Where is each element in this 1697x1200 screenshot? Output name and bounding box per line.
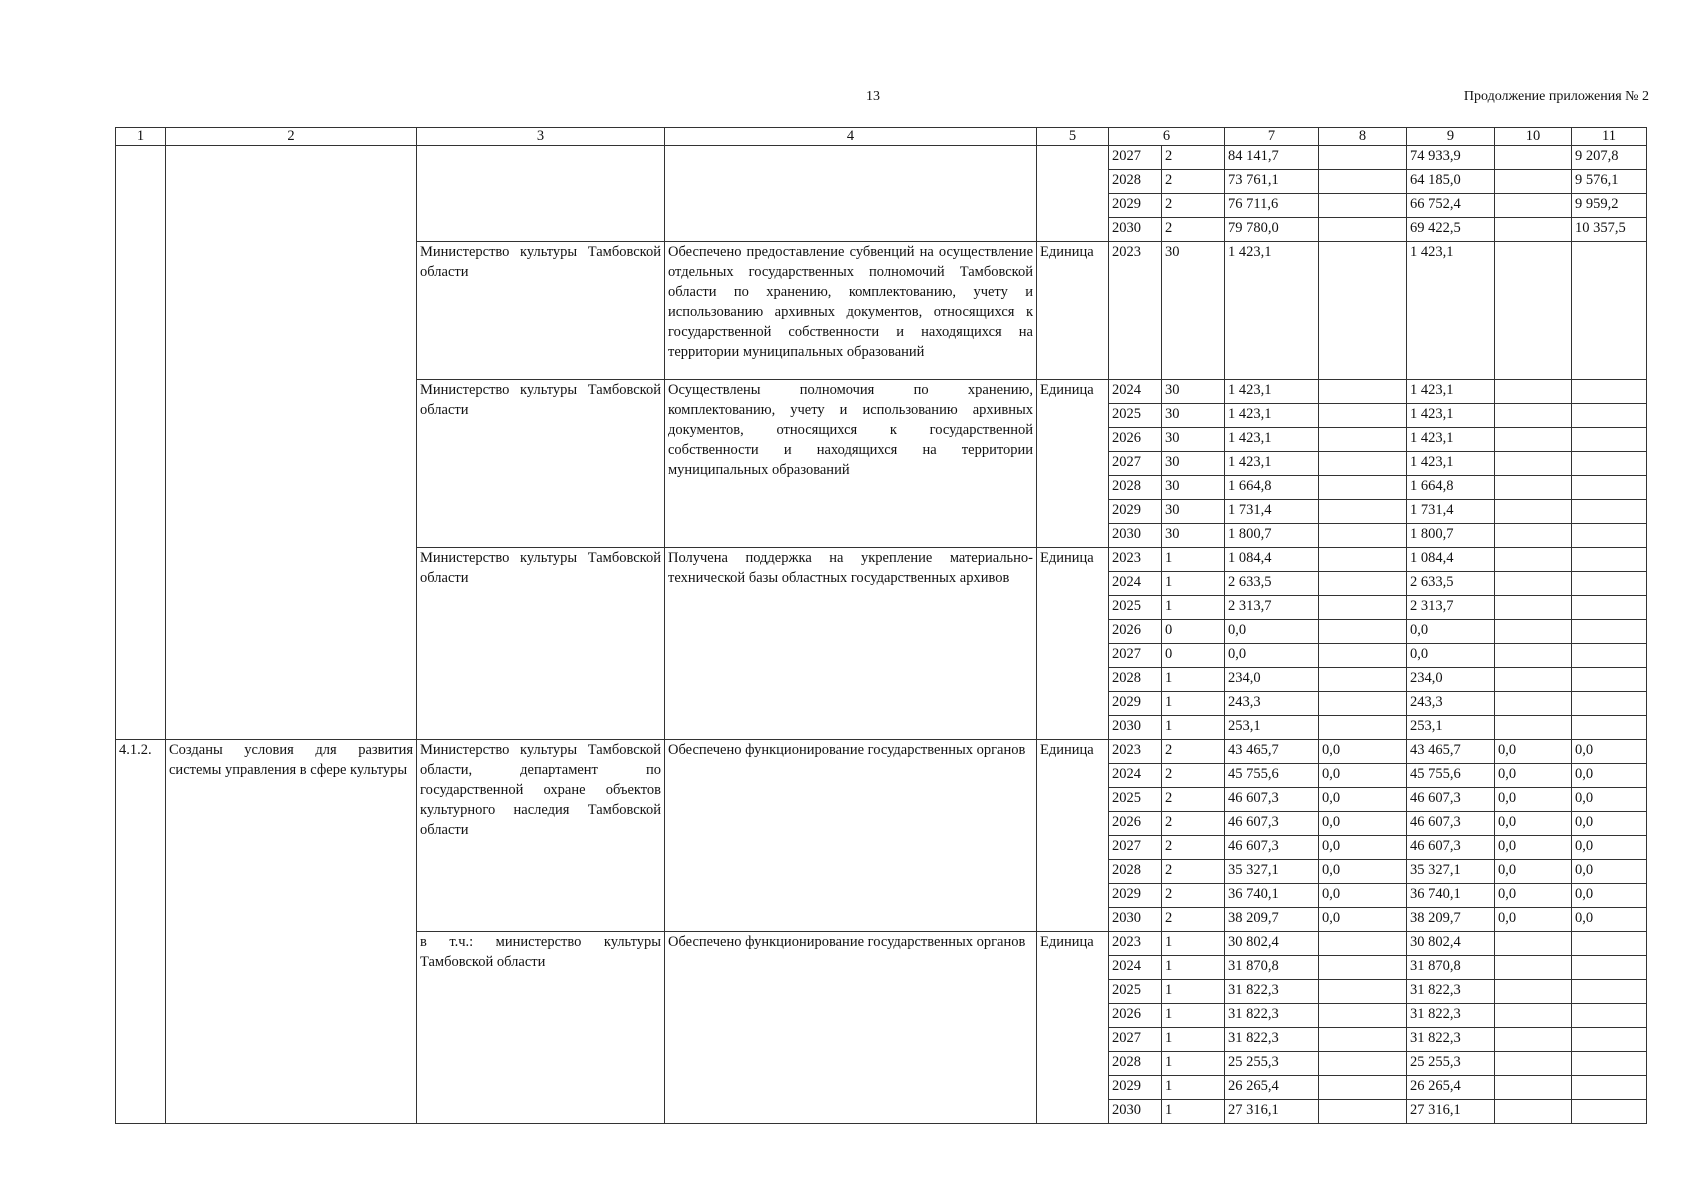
other-cell: 9 576,1 — [1572, 170, 1647, 194]
regional-cell: 64 185,0 — [1407, 170, 1495, 194]
indicator-cell: 0 — [1162, 644, 1225, 668]
section-number — [116, 146, 166, 740]
year-cell: 2029 — [1109, 692, 1162, 716]
federal-cell — [1319, 980, 1407, 1004]
federal-cell — [1319, 194, 1407, 218]
year-cell: 2026 — [1109, 812, 1162, 836]
local-cell: 0,0 — [1495, 740, 1572, 764]
total-cell: 1 423,1 — [1225, 428, 1319, 452]
federal-cell: 0,0 — [1319, 908, 1407, 932]
continuation-label: Продолжение приложения № 2 — [1463, 89, 1649, 104]
year-cell: 2027 — [1109, 146, 1162, 170]
year-cell: 2025 — [1109, 980, 1162, 1004]
col-header-11: 11 — [1572, 128, 1647, 146]
federal-cell — [1319, 548, 1407, 572]
regional-cell: 243,3 — [1407, 692, 1495, 716]
regional-cell: 1 423,1 — [1407, 242, 1495, 380]
year-cell: 2023 — [1109, 740, 1162, 764]
year-cell: 2028 — [1109, 476, 1162, 500]
regional-cell: 46 607,3 — [1407, 812, 1495, 836]
unit-cell: Единица — [1037, 740, 1109, 932]
indicator-cell: 2 — [1162, 218, 1225, 242]
federal-cell — [1319, 476, 1407, 500]
regional-cell: 2 313,7 — [1407, 596, 1495, 620]
indicator-cell: 1 — [1162, 572, 1225, 596]
other-cell — [1572, 242, 1647, 380]
indicator-cell: 2 — [1162, 764, 1225, 788]
other-cell — [1572, 1076, 1647, 1100]
executor-cell — [417, 146, 665, 242]
year-cell: 2025 — [1109, 404, 1162, 428]
regional-cell: 26 265,4 — [1407, 1076, 1495, 1100]
local-cell — [1495, 380, 1572, 404]
total-cell: 46 607,3 — [1225, 788, 1319, 812]
local-cell — [1495, 476, 1572, 500]
local-cell — [1495, 242, 1572, 380]
total-cell: 1 423,1 — [1225, 452, 1319, 476]
regional-cell: 46 607,3 — [1407, 836, 1495, 860]
local-cell: 0,0 — [1495, 908, 1572, 932]
federal-cell — [1319, 596, 1407, 620]
other-cell — [1572, 644, 1647, 668]
year-cell: 2030 — [1109, 218, 1162, 242]
year-cell: 2026 — [1109, 1004, 1162, 1028]
indicator-cell: 30 — [1162, 476, 1225, 500]
regional-cell: 25 255,3 — [1407, 1052, 1495, 1076]
year-cell: 2029 — [1109, 884, 1162, 908]
local-cell — [1495, 404, 1572, 428]
result-cell: Обеспечено функционирование государственных органов — [665, 740, 1037, 932]
year-cell: 2029 — [1109, 500, 1162, 524]
total-cell: 25 255,3 — [1225, 1052, 1319, 1076]
unit-cell — [1037, 146, 1109, 242]
other-cell — [1572, 572, 1647, 596]
other-cell: 0,0 — [1572, 836, 1647, 860]
col-header-4: 4 — [665, 128, 1037, 146]
federal-cell — [1319, 932, 1407, 956]
other-cell: 0,0 — [1572, 764, 1647, 788]
federal-cell: 0,0 — [1319, 764, 1407, 788]
program-table — [115, 127, 1647, 1124]
other-cell — [1572, 548, 1647, 572]
year-cell: 2028 — [1109, 668, 1162, 692]
col-header-10: 10 — [1495, 128, 1572, 146]
regional-cell: 46 607,3 — [1407, 788, 1495, 812]
year-cell: 2024 — [1109, 380, 1162, 404]
year-cell: 2025 — [1109, 596, 1162, 620]
regional-cell: 31 822,3 — [1407, 1004, 1495, 1028]
total-cell: 45 755,6 — [1225, 764, 1319, 788]
regional-cell: 1 423,1 — [1407, 452, 1495, 476]
total-cell: 1 423,1 — [1225, 242, 1319, 380]
regional-cell: 1 423,1 — [1407, 404, 1495, 428]
federal-cell: 0,0 — [1319, 884, 1407, 908]
unit-cell: Единица — [1037, 932, 1109, 1124]
other-cell — [1572, 1004, 1647, 1028]
total-cell: 0,0 — [1225, 644, 1319, 668]
federal-cell — [1319, 716, 1407, 740]
indicator-cell: 30 — [1162, 452, 1225, 476]
federal-cell: 0,0 — [1319, 860, 1407, 884]
other-cell — [1572, 1052, 1647, 1076]
total-cell: 1 423,1 — [1225, 380, 1319, 404]
indicator-cell: 1 — [1162, 548, 1225, 572]
local-cell: 0,0 — [1495, 764, 1572, 788]
total-cell: 253,1 — [1225, 716, 1319, 740]
federal-cell — [1319, 428, 1407, 452]
year-cell: 2023 — [1109, 548, 1162, 572]
indicator-cell: 1 — [1162, 1004, 1225, 1028]
local-cell — [1495, 218, 1572, 242]
col-header-8: 8 — [1319, 128, 1407, 146]
section-title: Созданы условия для развития системы управления в сфере культуры — [166, 740, 417, 1124]
federal-cell — [1319, 242, 1407, 380]
federal-cell: 0,0 — [1319, 812, 1407, 836]
total-cell: 26 265,4 — [1225, 1076, 1319, 1100]
federal-cell — [1319, 1004, 1407, 1028]
federal-cell: 0,0 — [1319, 740, 1407, 764]
total-cell: 1 084,4 — [1225, 548, 1319, 572]
total-cell: 46 607,3 — [1225, 836, 1319, 860]
unit-cell: Единица — [1037, 380, 1109, 548]
regional-cell: 66 752,4 — [1407, 194, 1495, 218]
local-cell — [1495, 668, 1572, 692]
page-number: 13 — [866, 89, 880, 104]
local-cell — [1495, 980, 1572, 1004]
total-cell: 1 664,8 — [1225, 476, 1319, 500]
total-cell: 27 316,1 — [1225, 1100, 1319, 1124]
regional-cell: 0,0 — [1407, 644, 1495, 668]
other-cell — [1572, 428, 1647, 452]
total-cell: 2 633,5 — [1225, 572, 1319, 596]
other-cell — [1572, 1028, 1647, 1052]
federal-cell — [1319, 1028, 1407, 1052]
other-cell: 10 357,5 — [1572, 218, 1647, 242]
year-cell: 2029 — [1109, 194, 1162, 218]
other-cell — [1572, 596, 1647, 620]
other-cell: 0,0 — [1572, 884, 1647, 908]
year-cell: 2028 — [1109, 170, 1162, 194]
federal-cell — [1319, 1076, 1407, 1100]
other-cell: 0,0 — [1572, 908, 1647, 932]
indicator-cell: 2 — [1162, 884, 1225, 908]
local-cell — [1495, 644, 1572, 668]
other-cell: 0,0 — [1572, 788, 1647, 812]
year-cell: 2028 — [1109, 1052, 1162, 1076]
section-title — [166, 146, 417, 740]
local-cell — [1495, 194, 1572, 218]
total-cell: 31 822,3 — [1225, 980, 1319, 1004]
total-cell: 38 209,7 — [1225, 908, 1319, 932]
total-cell: 31 822,3 — [1225, 1004, 1319, 1028]
local-cell — [1495, 572, 1572, 596]
executor-cell: Министерство культуры Тамбовской области, департамент по государственной охране объектов культурного наследия Тамбовской области — [417, 740, 665, 932]
local-cell — [1495, 170, 1572, 194]
other-cell — [1572, 380, 1647, 404]
regional-cell: 74 933,9 — [1407, 146, 1495, 170]
executor-cell: Министерство культуры Тамбовской области — [417, 242, 665, 380]
regional-cell: 2 633,5 — [1407, 572, 1495, 596]
col-header-9: 9 — [1407, 128, 1495, 146]
indicator-cell: 2 — [1162, 740, 1225, 764]
total-cell: 79 780,0 — [1225, 218, 1319, 242]
result-cell — [665, 146, 1037, 242]
indicator-cell: 30 — [1162, 242, 1225, 380]
local-cell — [1495, 1052, 1572, 1076]
year-cell: 2024 — [1109, 572, 1162, 596]
total-cell: 31 870,8 — [1225, 956, 1319, 980]
year-cell: 2026 — [1109, 428, 1162, 452]
year-cell: 2030 — [1109, 716, 1162, 740]
result-cell: Обеспечено функционирование государственных органов — [665, 932, 1037, 1124]
other-cell — [1572, 404, 1647, 428]
local-cell — [1495, 524, 1572, 548]
local-cell — [1495, 428, 1572, 452]
federal-cell — [1319, 956, 1407, 980]
indicator-cell: 1 — [1162, 1028, 1225, 1052]
indicator-cell: 1 — [1162, 692, 1225, 716]
local-cell — [1495, 716, 1572, 740]
other-cell: 9 959,2 — [1572, 194, 1647, 218]
total-cell: 84 141,7 — [1225, 146, 1319, 170]
regional-cell: 69 422,5 — [1407, 218, 1495, 242]
federal-cell — [1319, 218, 1407, 242]
local-cell — [1495, 452, 1572, 476]
indicator-cell: 2 — [1162, 908, 1225, 932]
local-cell: 0,0 — [1495, 860, 1572, 884]
indicator-cell: 30 — [1162, 428, 1225, 452]
year-cell: 2027 — [1109, 1028, 1162, 1052]
col-header-1: 1 — [116, 128, 166, 146]
other-cell — [1572, 620, 1647, 644]
total-cell: 36 740,1 — [1225, 884, 1319, 908]
total-cell: 1 423,1 — [1225, 404, 1319, 428]
year-cell: 2025 — [1109, 788, 1162, 812]
federal-cell — [1319, 524, 1407, 548]
year-cell: 2030 — [1109, 908, 1162, 932]
other-cell — [1572, 980, 1647, 1004]
indicator-cell: 30 — [1162, 404, 1225, 428]
regional-cell: 1 423,1 — [1407, 428, 1495, 452]
indicator-cell: 1 — [1162, 932, 1225, 956]
year-cell: 2023 — [1109, 242, 1162, 380]
column-header-row — [116, 128, 1647, 146]
regional-cell: 45 755,6 — [1407, 764, 1495, 788]
col-header-5: 5 — [1037, 128, 1109, 146]
year-cell: 2026 — [1109, 620, 1162, 644]
regional-cell: 253,1 — [1407, 716, 1495, 740]
local-cell — [1495, 596, 1572, 620]
year-cell: 2029 — [1109, 1076, 1162, 1100]
regional-cell: 27 316,1 — [1407, 1100, 1495, 1124]
regional-cell: 0,0 — [1407, 620, 1495, 644]
indicator-cell: 2 — [1162, 860, 1225, 884]
regional-cell: 36 740,1 — [1407, 884, 1495, 908]
indicator-cell: 1 — [1162, 980, 1225, 1004]
federal-cell — [1319, 620, 1407, 644]
indicator-cell: 30 — [1162, 500, 1225, 524]
total-cell: 30 802,4 — [1225, 932, 1319, 956]
indicator-cell: 0 — [1162, 620, 1225, 644]
local-cell — [1495, 956, 1572, 980]
federal-cell — [1319, 668, 1407, 692]
indicator-cell: 1 — [1162, 596, 1225, 620]
year-cell: 2027 — [1109, 644, 1162, 668]
federal-cell — [1319, 500, 1407, 524]
local-cell — [1495, 932, 1572, 956]
total-cell: 1 731,4 — [1225, 500, 1319, 524]
result-cell: Получена поддержка на укрепление материально-технической базы областных государственных архивов — [665, 548, 1037, 740]
federal-cell — [1319, 572, 1407, 596]
col-header-6: 6 — [1109, 128, 1225, 146]
result-cell: Обеспечено предоставление субвенций на осуществление отдельных государственных полномочий Тамбовской области по хранению, комплектованию, учету и использованию архивных документов, относящихся к государственной собственности и находящихся на территории муниципальных образований — [665, 242, 1037, 380]
regional-cell: 1 423,1 — [1407, 380, 1495, 404]
local-cell — [1495, 1076, 1572, 1100]
other-cell — [1572, 668, 1647, 692]
indicator-cell: 1 — [1162, 716, 1225, 740]
local-cell — [1495, 1028, 1572, 1052]
indicator-cell: 30 — [1162, 380, 1225, 404]
other-cell — [1572, 524, 1647, 548]
col-header-2: 2 — [166, 128, 417, 146]
indicator-cell: 2 — [1162, 170, 1225, 194]
indicator-cell: 1 — [1162, 668, 1225, 692]
indicator-cell: 2 — [1162, 146, 1225, 170]
federal-cell — [1319, 692, 1407, 716]
year-cell: 2030 — [1109, 524, 1162, 548]
year-cell: 2027 — [1109, 836, 1162, 860]
result-cell: Осуществлены полномочия по хранению, комплектованию, учету и использованию архивных документов, относящихся к государственной собственности и находящихся на территории муниципальных образований — [665, 380, 1037, 548]
other-cell — [1572, 452, 1647, 476]
other-cell — [1572, 692, 1647, 716]
total-cell: 76 711,6 — [1225, 194, 1319, 218]
regional-cell: 1 731,4 — [1407, 500, 1495, 524]
year-cell: 2030 — [1109, 1100, 1162, 1124]
total-cell: 234,0 — [1225, 668, 1319, 692]
other-cell — [1572, 500, 1647, 524]
local-cell: 0,0 — [1495, 884, 1572, 908]
total-cell: 46 607,3 — [1225, 812, 1319, 836]
unit-cell: Единица — [1037, 548, 1109, 740]
total-cell: 73 761,1 — [1225, 170, 1319, 194]
federal-cell — [1319, 452, 1407, 476]
regional-cell: 1 800,7 — [1407, 524, 1495, 548]
indicator-cell: 30 — [1162, 524, 1225, 548]
regional-cell: 234,0 — [1407, 668, 1495, 692]
indicator-cell: 2 — [1162, 812, 1225, 836]
federal-cell — [1319, 170, 1407, 194]
year-cell: 2024 — [1109, 764, 1162, 788]
regional-cell: 35 327,1 — [1407, 860, 1495, 884]
local-cell: 0,0 — [1495, 812, 1572, 836]
other-cell: 0,0 — [1572, 860, 1647, 884]
other-cell: 9 207,8 — [1572, 146, 1647, 170]
total-cell: 243,3 — [1225, 692, 1319, 716]
executor-cell: Министерство культуры Тамбовской области — [417, 548, 665, 740]
total-cell: 35 327,1 — [1225, 860, 1319, 884]
total-cell: 0,0 — [1225, 620, 1319, 644]
indicator-cell: 2 — [1162, 194, 1225, 218]
other-cell: 0,0 — [1572, 740, 1647, 764]
year-cell: 2024 — [1109, 956, 1162, 980]
section-number: 4.1.2. — [116, 740, 166, 1124]
regional-cell: 1 084,4 — [1407, 548, 1495, 572]
unit-cell: Единица — [1037, 242, 1109, 380]
indicator-cell: 1 — [1162, 1100, 1225, 1124]
regional-cell: 43 465,7 — [1407, 740, 1495, 764]
other-cell: 0,0 — [1572, 812, 1647, 836]
regional-cell: 31 822,3 — [1407, 1028, 1495, 1052]
indicator-cell: 1 — [1162, 1052, 1225, 1076]
total-cell: 1 800,7 — [1225, 524, 1319, 548]
other-cell — [1572, 1100, 1647, 1124]
table-row — [116, 740, 1647, 764]
federal-cell — [1319, 644, 1407, 668]
executor-cell: Министерство культуры Тамбовской области — [417, 380, 665, 548]
federal-cell — [1319, 1100, 1407, 1124]
regional-cell: 1 664,8 — [1407, 476, 1495, 500]
local-cell: 0,0 — [1495, 836, 1572, 860]
local-cell — [1495, 1100, 1572, 1124]
total-cell: 31 822,3 — [1225, 1028, 1319, 1052]
local-cell — [1495, 146, 1572, 170]
col-header-7: 7 — [1225, 128, 1319, 146]
total-cell: 2 313,7 — [1225, 596, 1319, 620]
regional-cell: 30 802,4 — [1407, 932, 1495, 956]
local-cell — [1495, 548, 1572, 572]
other-cell — [1572, 932, 1647, 956]
local-cell — [1495, 620, 1572, 644]
table-row — [116, 146, 1647, 170]
federal-cell — [1319, 146, 1407, 170]
indicator-cell: 1 — [1162, 956, 1225, 980]
indicator-cell: 2 — [1162, 788, 1225, 812]
other-cell — [1572, 476, 1647, 500]
federal-cell — [1319, 1052, 1407, 1076]
federal-cell — [1319, 404, 1407, 428]
col-header-3: 3 — [417, 128, 665, 146]
other-cell — [1572, 956, 1647, 980]
executor-cell: в т.ч.: министерство культуры Тамбовской области — [417, 932, 665, 1124]
year-cell: 2027 — [1109, 452, 1162, 476]
indicator-cell: 1 — [1162, 1076, 1225, 1100]
year-cell: 2028 — [1109, 860, 1162, 884]
local-cell — [1495, 1004, 1572, 1028]
indicator-cell: 2 — [1162, 836, 1225, 860]
federal-cell: 0,0 — [1319, 788, 1407, 812]
regional-cell: 31 870,8 — [1407, 956, 1495, 980]
federal-cell — [1319, 380, 1407, 404]
other-cell — [1572, 716, 1647, 740]
federal-cell: 0,0 — [1319, 836, 1407, 860]
local-cell — [1495, 692, 1572, 716]
local-cell — [1495, 500, 1572, 524]
total-cell: 43 465,7 — [1225, 740, 1319, 764]
year-cell: 2023 — [1109, 932, 1162, 956]
regional-cell: 31 822,3 — [1407, 980, 1495, 1004]
regional-cell: 38 209,7 — [1407, 908, 1495, 932]
local-cell: 0,0 — [1495, 788, 1572, 812]
